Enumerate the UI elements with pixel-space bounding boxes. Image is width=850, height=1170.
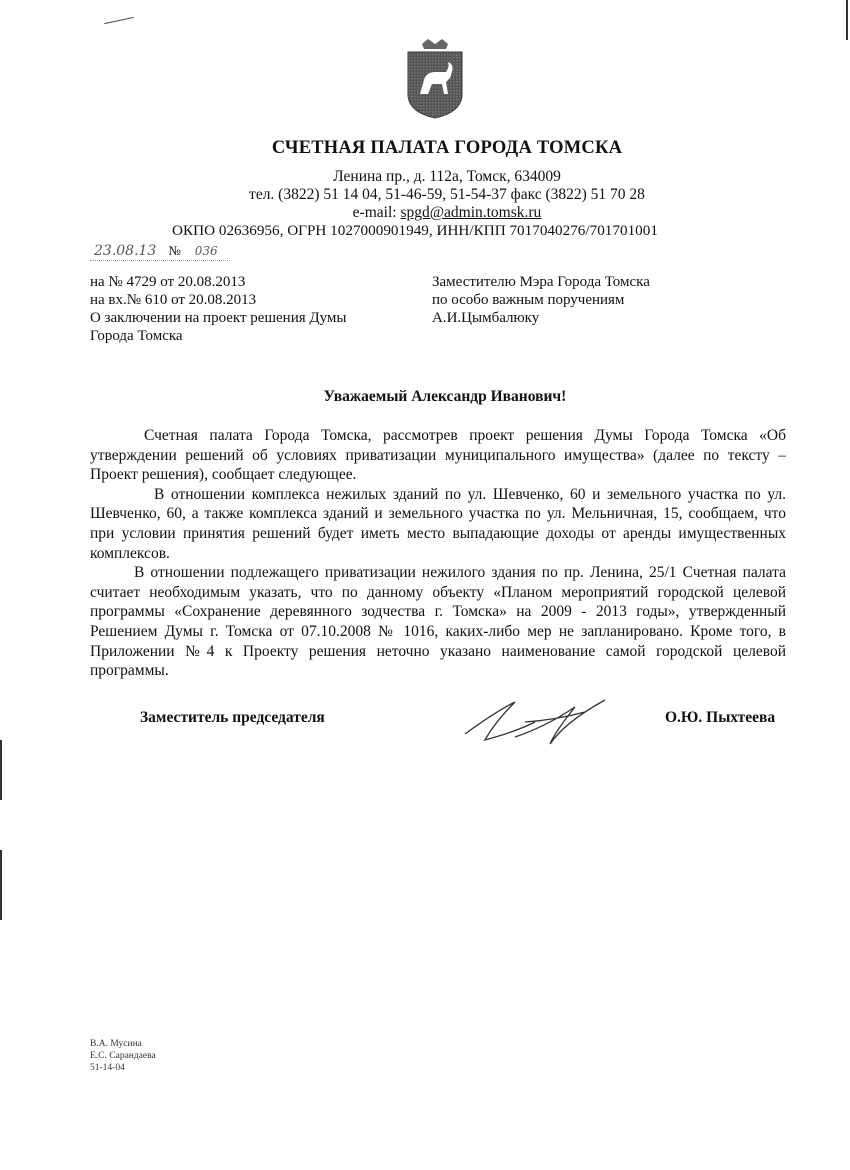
email-label: e-mail: xyxy=(352,204,401,221)
organization-address: Ленина пр., д. 112а, Томск, 634009 xyxy=(333,168,561,185)
addressee-line: по особо важным поручениям xyxy=(432,292,625,308)
outgoing-number: 036 xyxy=(194,244,218,258)
addressee-block xyxy=(432,273,650,327)
addressee-line: Заместителю Мэра Города Томска xyxy=(432,274,650,290)
executor-phone: 51-14-04 xyxy=(90,1063,125,1073)
outgoing-date: 23.08.13 xyxy=(94,243,157,259)
organization-email-line xyxy=(0,204,850,222)
executors-block xyxy=(90,1038,156,1074)
body-paragraph: Счетная палата Города Томска, рассмотрев проект решения Думы Города Томска «Об утверждении решений об условиях приватизации муниципального имущества» (далее по тексту – Проект решения), сообщает следующее. xyxy=(90,427,786,484)
coat-of-arms-emblem xyxy=(402,36,468,122)
reference-line: на вх.№ 610 от 20.08.2013 xyxy=(90,292,257,308)
subject-line: О заключении на проект решения Думы xyxy=(90,310,347,326)
body-paragraph: В отношении подлежащего приватизации нежилого здания по пр. Ленина, 25/1 Счетная палата считает необходимым указать, что по данному объекту «Планом мероприятий городской целевой программы «Сохранение деревянного зодчества г. Томска» на 2009 - 2013 годы», утвержденный Решением Думы г. Томска от 07.10.2008 № 1016, каких-либо мер не запланировано. Кроме того, в Приложении №4 к Проекту решения неточно указано наименование самой городской целевой программы. xyxy=(90,564,786,680)
scan-edge-line xyxy=(0,850,2,920)
reference-line: на № 4729 от 20.08.2013 xyxy=(90,274,246,290)
signatory-name: О.Ю. Пыхтеева xyxy=(665,709,776,726)
scan-edge-line xyxy=(0,740,2,800)
organization-registry: ОКПО 02636956, ОГРН 1027000901949, ИНН/КПП 7017040276/701701001 xyxy=(172,222,658,239)
executor-name: В.А. Мусина xyxy=(90,1039,142,1049)
executor-name: Е.С. Сарандаева xyxy=(90,1051,156,1061)
number-sign: № xyxy=(168,243,181,258)
outgoing-number-line xyxy=(90,242,230,261)
greeting: Уважаемый Александр Иванович! xyxy=(323,388,567,405)
references-block xyxy=(90,273,346,345)
scan-mark xyxy=(104,17,134,24)
letter-body xyxy=(90,426,786,681)
organization-phones: тел. (3822) 51 14 04, 51-46-59, 51-54-37 факс (3822) 51 70 28 xyxy=(249,186,645,203)
addressee-line: А.И.Цымбалюку xyxy=(432,310,540,326)
scan-edge-line xyxy=(846,0,848,40)
body-paragraph: В отношении комплекса нежилых зданий по ул. Шевченко, 60 и земельного участка по ул. Шевченко, 60, а также комплекса зданий и земельного участка по ул. Мельничная, 15, сообщаем, что при условии принятия решений будет иметь место выпадающие доходы от аренды имущественных комплексов. xyxy=(90,485,786,562)
subject-line: Города Томска xyxy=(90,328,183,344)
email-link[interactable]: spgd@admin.tomsk.ru xyxy=(400,204,542,221)
signatory-position: Заместитель председателя xyxy=(140,709,325,726)
handwritten-signature xyxy=(455,682,635,757)
organization-name: СЧЕТНАЯ ПАЛАТА ГОРОДА ТОМСКА xyxy=(271,138,623,158)
